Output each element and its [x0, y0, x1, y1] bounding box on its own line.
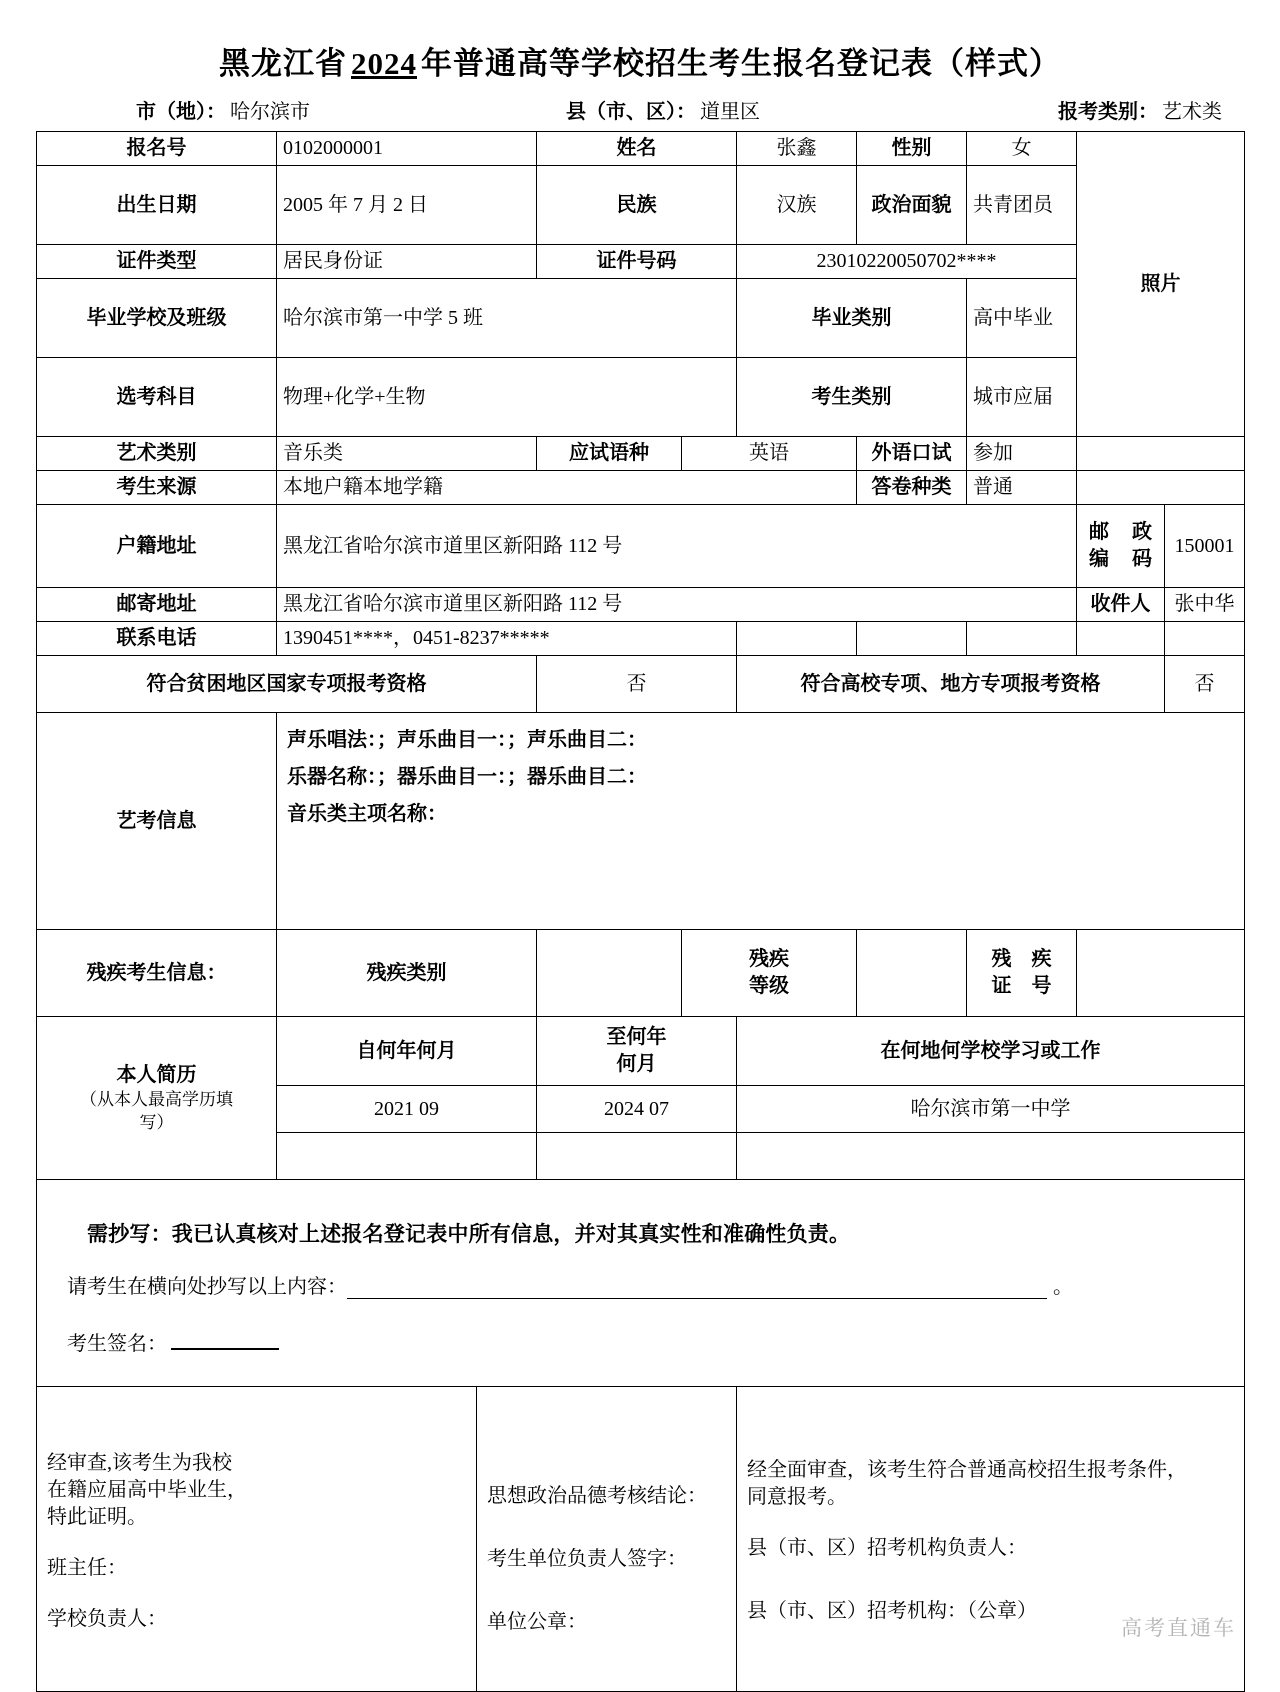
phone-value: 1390451****，0451-8237***** [277, 622, 737, 656]
header-city [36, 95, 476, 124]
disability-cert-label [967, 930, 1077, 1017]
art-cat-value: 音乐类 [277, 437, 537, 471]
art-info-label: 艺考信息 [37, 713, 277, 930]
agency-review-line-1: 经全面审查，该考生符合普通高校招生报考条件， [747, 1459, 1187, 1481]
declaration-section [37, 1180, 1245, 1387]
school-review-line-3: 特此证明。 [47, 1505, 147, 1528]
poor-area-label: 符合贫困地区国家专项报考资格 [37, 656, 537, 713]
declaration-text: 需抄写：我已认真核对上述报名登记表中所有信息，并对其真实性和准确性负责。 [87, 1221, 851, 1246]
header-city-value: 哈尔滨市 [230, 101, 310, 123]
agency-seal-label: 县（市、区）招考机构：（公章） [747, 1600, 1037, 1622]
table-row [37, 588, 1245, 622]
resume-row-from [277, 1133, 537, 1180]
disability-category-value [537, 930, 682, 1017]
table-row [37, 437, 1245, 471]
disability-level-label [682, 930, 857, 1017]
cand-type-value: 城市应届 [967, 358, 1077, 437]
empty-cell [1077, 622, 1165, 656]
school-review-line-1: 经审查,该考生为我校 [47, 1451, 232, 1474]
zip-label-char-3: 编 [1089, 548, 1109, 570]
name-label: 姓名 [537, 132, 737, 166]
paper-label: 答卷种类 [857, 471, 967, 505]
resume-col-to [537, 1017, 737, 1086]
declaration-copy-line[interactable] [347, 1282, 1047, 1299]
birth-value: 2005 年 7 月 2 日 [277, 166, 537, 245]
header-city-label: 市（地）： [136, 101, 226, 123]
main-form-table [36, 131, 1245, 1692]
header-county-value: 道里区 [700, 101, 760, 123]
table-row [37, 505, 1245, 588]
disability-cert-label-2: 证 号 [991, 975, 1052, 997]
school-review-column [37, 1387, 477, 1692]
table-row [37, 1387, 1245, 1692]
ethnic-value: 汉族 [737, 166, 857, 245]
zip-label-char-1: 邮 [1089, 521, 1109, 543]
unit-seal-label: 单位公章： [487, 1610, 587, 1633]
political-review-column [477, 1387, 737, 1692]
id-type-value: 居民身份证 [277, 245, 537, 279]
resume-row-place: 哈尔滨市第一中学 [737, 1086, 1245, 1133]
disability-category-label: 残疾类别 [277, 930, 537, 1017]
resume-col-from: 自何年何月 [277, 1017, 537, 1086]
subjects-value: 物理+化学+生物 [277, 358, 737, 437]
resume-row-place [737, 1133, 1245, 1180]
mail-value: 黑龙江省哈尔滨市道里区新阳路 112 号 [277, 588, 1077, 622]
disability-level-label-1: 残疾 [749, 948, 789, 970]
photo-placeholder: 照片 [1077, 132, 1245, 437]
political-label: 政治面貌 [857, 166, 967, 245]
table-row [37, 622, 1245, 656]
table-row [37, 245, 1245, 279]
lang-value: 英语 [682, 437, 857, 471]
agency-head-label: 县（市、区）招考机构负责人： [747, 1537, 1027, 1559]
table-row [37, 132, 1245, 166]
agency-review-column [737, 1387, 1245, 1692]
school-principal-label: 学校负责人： [47, 1607, 167, 1630]
unit-head-signature-label: 考生单位负责人签字： [487, 1547, 687, 1570]
signature-line[interactable] [171, 1333, 279, 1350]
disability-level-label-2: 等级 [749, 975, 789, 997]
header-county-label: 县（市、区）： [566, 101, 696, 123]
id-no-value: 23010220050702**** [737, 245, 1077, 279]
resume-row-to [537, 1133, 737, 1180]
table-row [37, 471, 1245, 505]
birth-label: 出生日期 [37, 166, 277, 245]
school-review-line-2: 在籍应届高中毕业生， [47, 1478, 247, 1501]
paper-value: 普通 [967, 471, 1077, 505]
declaration-copy-row [45, 1274, 1236, 1331]
source-value: 本地户籍本地学籍 [277, 471, 857, 505]
empty-cell [1165, 622, 1245, 656]
subjects-label: 选考科目 [37, 358, 277, 437]
table-row [37, 358, 1245, 437]
ethnic-label: 民族 [537, 166, 737, 245]
mail-label: 邮寄地址 [37, 588, 277, 622]
table-row [37, 930, 1245, 1017]
recipient-label: 收件人 [1077, 588, 1165, 622]
gender-label: 性别 [857, 132, 967, 166]
empty-cell [857, 622, 967, 656]
art-info-line-1: 声乐唱法：；声乐曲目一：；声乐曲目二： [287, 729, 647, 751]
disability-level-value [857, 930, 967, 1017]
resume-title: 本人简历 [116, 1063, 197, 1086]
empty-cell [967, 622, 1077, 656]
zip-label [1077, 505, 1165, 588]
disability-cert-value [1077, 930, 1245, 1017]
school-label: 毕业学校及班级 [37, 279, 277, 358]
resume-col-place: 在何地何学校学习或工作 [737, 1017, 1245, 1086]
signature-label: 考生签名： [67, 1333, 167, 1356]
agency-review-line-2: 同意报考。 [747, 1486, 847, 1508]
declaration-copy-prompt: 请考生在横向处抄写以上内容： [67, 1276, 347, 1299]
poor-area-value: 否 [537, 656, 737, 713]
political-value: 共青团员 [967, 166, 1077, 245]
gender-value: 女 [967, 132, 1077, 166]
signature-row [45, 1331, 1236, 1358]
table-row [37, 1180, 1245, 1387]
art-cat-label: 艺术类别 [37, 437, 277, 471]
oral-label: 外语口试 [857, 437, 967, 471]
header-county [476, 95, 966, 124]
form-header-line [36, 89, 1244, 131]
resume-note-1: （从本人最高学历填 [80, 1089, 233, 1109]
hukou-label: 户籍地址 [37, 505, 277, 588]
school-value: 哈尔滨市第一中学 5 班 [277, 279, 737, 358]
art-info-line-3: 音乐类主项名称： [287, 803, 447, 825]
grad-type-value: 高中毕业 [967, 279, 1077, 358]
special-plan-value: 否 [1165, 656, 1245, 713]
recipient-value: 张中华 [1165, 588, 1245, 622]
phone-label: 联系电话 [37, 622, 277, 656]
disability-cert-label-1: 残 疾 [991, 948, 1052, 970]
reg-no-label: 报名号 [37, 132, 277, 166]
hukou-value: 黑龙江省哈尔滨市道里区新阳路 112 号 [277, 505, 1077, 588]
empty-cell [1077, 437, 1245, 471]
table-row [37, 279, 1245, 358]
class-teacher-label: 班主任： [47, 1556, 127, 1579]
grad-type-label: 毕业类别 [737, 279, 967, 358]
resume-row-from: 2021 09 [277, 1086, 537, 1133]
empty-cell [737, 622, 857, 656]
declaration-copy-end: 。 [1053, 1276, 1073, 1299]
reg-no-value: 0102000001 [277, 132, 537, 166]
resume-col-to-2: 何月 [616, 1053, 657, 1075]
title-prefix: 黑龙江省 [219, 46, 347, 81]
cand-type-label: 考生类别 [737, 358, 967, 437]
oral-value: 参加 [967, 437, 1077, 471]
political-review-label: 思想政治品德考核结论： [487, 1484, 707, 1507]
watermark: 高考直通车 [1121, 1617, 1236, 1640]
zip-value: 150001 [1165, 505, 1245, 588]
source-label: 考生来源 [37, 471, 277, 505]
table-row [37, 656, 1245, 713]
table-row [37, 713, 1245, 930]
header-category [966, 95, 1244, 124]
zip-label-char-2: 政 [1132, 521, 1152, 543]
table-row [37, 1017, 1245, 1086]
resume-col-to-1: 至何年 [606, 1026, 667, 1048]
title-suffix: 年普通高等学校招生考生报名登记表（样式） [421, 46, 1061, 81]
title-year: 2024 [351, 46, 417, 81]
disability-title: 残疾考生信息： [37, 930, 277, 1017]
name-value: 张鑫 [737, 132, 857, 166]
resume-note-2: 写） [139, 1112, 174, 1132]
zip-label-char-4: 码 [1132, 548, 1152, 570]
empty-cell [1077, 471, 1245, 505]
art-info-content [277, 713, 1245, 930]
resume-label [37, 1017, 277, 1180]
table-row [37, 166, 1245, 245]
id-no-label: 证件号码 [537, 245, 737, 279]
special-plan-label: 符合高校专项、地方专项报考资格 [737, 656, 1165, 713]
page-title [36, 0, 1244, 89]
lang-label: 应试语种 [537, 437, 682, 471]
header-category-label: 报考类别： [1058, 101, 1158, 123]
header-category-value: 艺术类 [1162, 101, 1222, 123]
art-info-line-2: 乐器名称：；器乐曲目一：；器乐曲目二： [287, 766, 647, 788]
resume-row-to: 2024 07 [537, 1086, 737, 1133]
id-type-label: 证件类型 [37, 245, 277, 279]
